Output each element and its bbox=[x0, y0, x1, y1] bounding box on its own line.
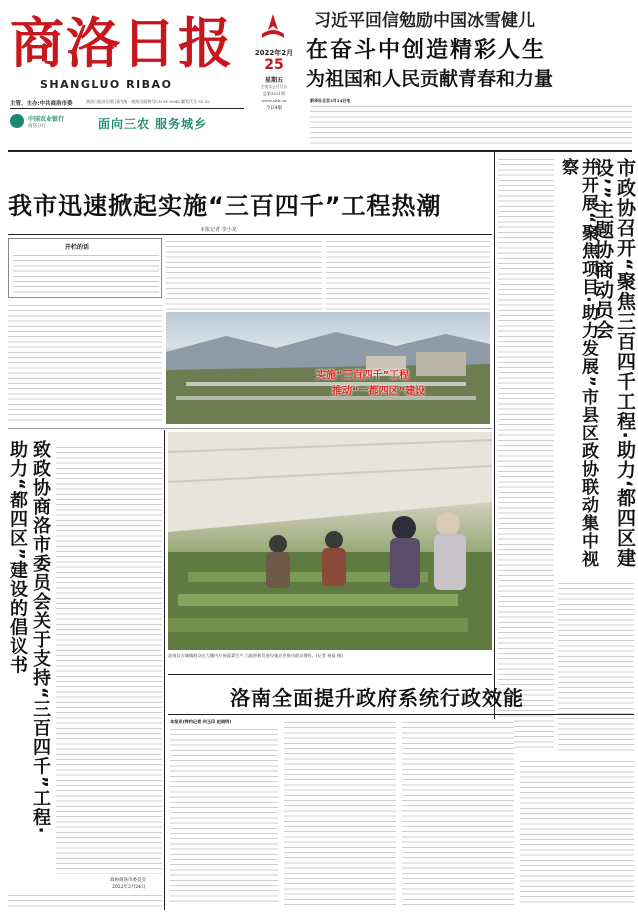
headline-body bbox=[310, 103, 632, 145]
bank-branch: 商洛分行 bbox=[28, 124, 46, 129]
sidebar-body-col2 bbox=[558, 580, 634, 752]
headline-line3: 为祖国和人民贡献青春和力量 bbox=[306, 68, 554, 90]
bottom-body-col1 bbox=[170, 726, 278, 906]
lead-story-title: 我市迅速掀起实施“三百四千”工程热潮 bbox=[8, 192, 442, 220]
main-photo-caption: 洛南县古城镇群众在大棚内开展蔬菜生产,当地积极发展设施农业推动群众增收。(记者 杨磊 摄) bbox=[168, 653, 343, 658]
sidebar-story-title: 市政协召开“聚焦三百四千工程·助力‘都四区建设’”主题协商动员会 bbox=[592, 158, 636, 568]
bank-logo-icon bbox=[10, 114, 24, 128]
bank-ad bbox=[10, 112, 242, 134]
editorial-box bbox=[8, 238, 162, 298]
proposal-divider bbox=[164, 430, 165, 910]
photo-bottom-rule bbox=[168, 674, 492, 675]
headline-line1: 习近平回信勉励中国冰雪健儿 bbox=[314, 11, 535, 31]
issue-website: www.slrb.cn bbox=[261, 98, 287, 103]
masthead-pinyin: SHANGLUO RIBAO bbox=[40, 78, 173, 91]
issue-day: 25 bbox=[264, 57, 284, 73]
masthead-sponsor: 主管、主办:中共商洛市委 bbox=[10, 101, 73, 107]
bottom-body-col4 bbox=[520, 758, 634, 906]
newspaper-logo-icon bbox=[256, 12, 290, 44]
bank-slogan: 面向三农 服务城乡 bbox=[98, 117, 208, 131]
top-rule bbox=[8, 150, 632, 152]
issue-weekday: 星期五 bbox=[264, 77, 283, 84]
proposal-body bbox=[56, 444, 162, 874]
xi-headline bbox=[306, 0, 632, 96]
issue-number: 总第9031期 bbox=[262, 91, 286, 96]
proposal-signature: 政协商洛市委员会 bbox=[110, 878, 146, 883]
banner-line2: 推动“一都四区”建设 bbox=[332, 386, 426, 397]
issue-pages: 今日4版 bbox=[265, 106, 283, 111]
issue-date: 2022年2月 bbox=[254, 49, 294, 57]
proposal-date: 2022年2月24日 bbox=[112, 885, 146, 890]
bottom-body-col2 bbox=[284, 719, 396, 906]
masthead-publisher-info: 商洛日报社出版 国内统一连续出版物号CN 61-0045 邮发代号 51-32 bbox=[86, 99, 210, 104]
bank-name: 中国农业银行 bbox=[28, 116, 65, 123]
sidebar-divider bbox=[494, 152, 495, 752]
bottom-story-title: 洛南全面提升政府系统行政效能 bbox=[230, 686, 524, 710]
headline-line2: 在奋斗中创造精彩人生 bbox=[306, 38, 547, 63]
proposal-tail bbox=[8, 892, 162, 908]
lead-story-byline: 本报记者 李小龙 bbox=[200, 227, 237, 233]
main-photo bbox=[168, 432, 492, 650]
masthead-divider bbox=[10, 108, 244, 109]
bottom-body-col3 bbox=[402, 719, 514, 906]
sidebar-story-subtitle: 并开展“聚焦项目·助力发展”市县区政协联动集中视察 bbox=[558, 158, 598, 568]
masthead-title: 商洛日报 bbox=[10, 12, 234, 75]
lead-bottom-rule bbox=[8, 428, 492, 429]
banner-line1: 实施“三百四千”工程 bbox=[316, 370, 410, 381]
editorial-body bbox=[13, 252, 159, 296]
issue-lunar: 壬寅年正月廿五 bbox=[260, 84, 288, 89]
proposal-title: 致政协商洛市委员会关于支持“三百四千”工程·助力“都四区”建设的倡议书 bbox=[7, 440, 51, 835]
lead-rule bbox=[8, 234, 492, 235]
bottom-title-rule bbox=[168, 714, 634, 715]
lead-body-col3 bbox=[326, 238, 490, 318]
inset-photo bbox=[166, 312, 490, 424]
sidebar-body-col1 bbox=[498, 156, 554, 752]
headline-dateline: 新华社北京2月24日电 bbox=[310, 98, 351, 103]
editorial-label: 开栏的话 bbox=[65, 244, 90, 251]
bottom-story-byline: 本报讯(特约记者 何玉印 赵晓明) bbox=[170, 719, 232, 724]
masthead bbox=[0, 0, 638, 131]
lead-body-col1 bbox=[8, 302, 162, 424]
greenhouse-scene bbox=[168, 432, 492, 650]
